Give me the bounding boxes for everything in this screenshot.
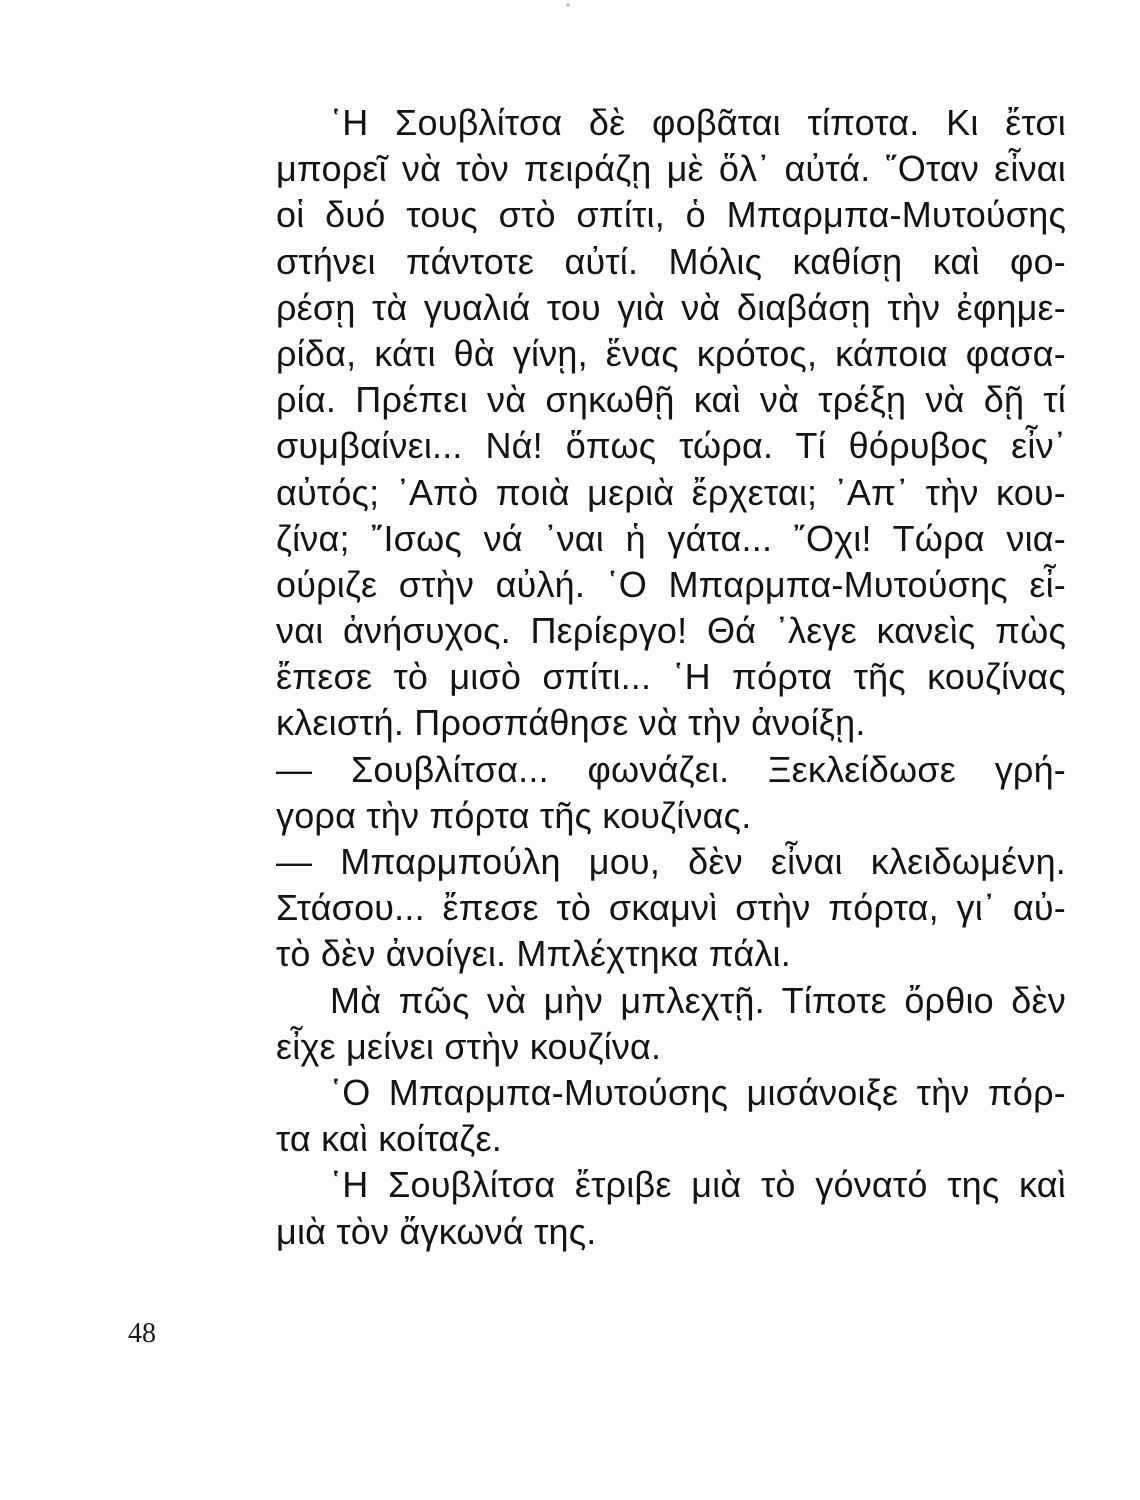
- text-line: ρίδα, κάτι θὰ γίνῃ, ἕνας κρότος, κάποια φασα-: [276, 332, 1066, 374]
- text-line: αὐτός; ᾽Απὸ ποιὰ μεριὰ ἔρχεται; ᾽Απ᾽ τὴν κου-: [276, 471, 1066, 513]
- text-line: ῾Η Σουβλίτσα δὲ φοβᾶται τίποτα. Κι ἔτσι: [330, 102, 1066, 143]
- text-line: ῾Η Σουβλίτσα ἔτριβε μιὰ τὸ γόνατό της καὶ: [330, 1164, 1066, 1206]
- text-line: ῾Ο Μπαρμπα-Μυτούσης μισάνοιξε τὴν πόρ-: [330, 1071, 1066, 1113]
- text-line: τα καὶ κοίταζε.: [276, 1118, 502, 1160]
- body-text: [276, 100, 1066, 1255]
- text-line: Στάσου... ἔπεσε τὸ σκαμνὶ στὴν πόρτα, γι᾽ αὐ-: [276, 887, 1066, 929]
- text-line: γορα τὴν πόρτα τῆς κουζίνας.: [276, 794, 752, 836]
- scan-speck: [566, 3, 570, 7]
- text-line: στήνει πάντοτε αὐτί. Μόλις καθίσῃ καὶ φο-: [276, 240, 1066, 282]
- text-line: ἔπεσε τὸ μισὸ σπίτι... ῾Η πόρτα τῆς κουζίνας: [276, 656, 1066, 698]
- text-line: ναι ἀνήσυχος. Περίεργο! Θά ᾽λεγε κανεὶς πὼς: [276, 610, 1066, 652]
- page-number: 48: [128, 1318, 156, 1349]
- text-line: — Σουβλίτσα... φωνάζει. Ξεκλείδωσε γρή-: [276, 748, 1066, 790]
- text-line: κλειστή. Προσπάθησε νὰ τὴν ἀνοίξῃ.: [276, 702, 866, 744]
- text-line: ρέσῃ τὰ γυαλιά του γιὰ νὰ διαβάσῃ τὴν ἐφημε-: [276, 286, 1066, 328]
- text-line: — Μπαρμπούλη μου, δὲν εἶναι κλειδωμένη.: [276, 841, 1066, 882]
- text-line: ρία. Πρέπει νὰ σηκωθῇ καὶ νὰ τρέξῃ νὰ δῇ τί: [276, 379, 1066, 421]
- text-line: ούριζε στὴν αὐλή. ῾Ο Μπαρμπα-Μυτούσης εἶ-: [276, 563, 1066, 605]
- text-line: μπορεῖ νὰ τὸν πειράζῃ μὲ ὅλ᾽ αὐτά. ῞Οταν εἶναι: [276, 148, 1066, 190]
- text-line: ζίνα; ῎Ισως νά ᾽ναι ἡ γάτα... ῎Οχι! Τώρα νια-: [276, 517, 1066, 559]
- text-line: τὸ δὲν ἀνοίγει. Μπλέχτηκα πάλι.: [276, 933, 791, 975]
- text-line: εἶχε μείνει στὴν κουζίνα.: [276, 1025, 662, 1067]
- text-line: οἱ δυό τους στὸ σπίτι, ὁ Μπαρμπα-Μυτούσης: [276, 194, 1066, 236]
- text-line: Μὰ πῶς νὰ μὴν μπλεχτῇ. Τίποτε ὄρθιο δὲν: [330, 979, 1066, 1021]
- text-line: μιὰ τὸν ἄγκωνά της.: [276, 1210, 597, 1252]
- text-line: συμβαίνει... Νά! ὅπως τώρα. Τί θόρυβος εἶν᾽: [276, 425, 1066, 467]
